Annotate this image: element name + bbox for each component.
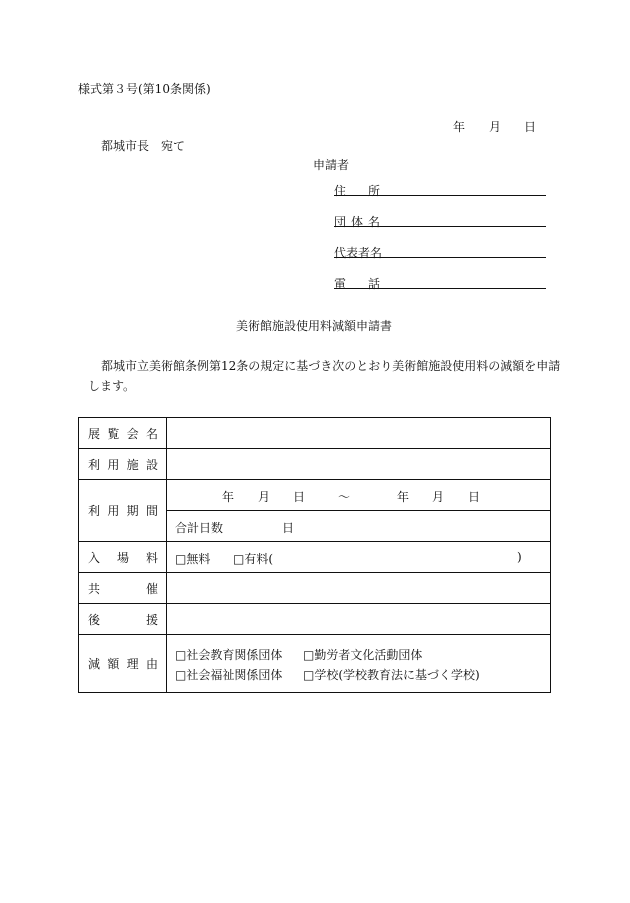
reason-school-checkbox[interactable]: □学校(学校教育法に基づく学校): [303, 667, 480, 682]
label-char: 減: [88, 657, 101, 671]
address-char: 所: [367, 184, 380, 198]
label-reduction-reason: [79, 635, 167, 693]
addressee: 都城市長 宛て: [101, 139, 186, 153]
label-char: 施: [126, 457, 139, 472]
applicant-heading: 申請者: [313, 158, 350, 172]
facility-input[interactable]: [167, 449, 551, 480]
label-char: 利: [88, 504, 101, 518]
org-name-char: 名: [367, 215, 380, 229]
start-month-label: 月: [258, 490, 271, 504]
label-char: 理: [126, 657, 139, 671]
start-day-label: 日: [293, 490, 306, 504]
date-month-label: 月: [489, 120, 502, 134]
fee-paid-close-paren: ): [517, 550, 522, 564]
end-year-label: 年: [397, 490, 410, 504]
representative-underline: [334, 257, 546, 258]
org-name-field[interactable]: [334, 213, 546, 227]
admission-input: [167, 542, 551, 573]
address-underline: [334, 195, 546, 196]
row-reduction-reason: [79, 635, 551, 693]
form-number: 様式第３号(第10条関係): [78, 82, 211, 96]
label-char: 催: [145, 581, 158, 596]
row-admission: [79, 542, 551, 573]
phone-char: 話: [367, 277, 380, 291]
support-input[interactable]: [167, 604, 551, 635]
address-char: 住: [334, 184, 347, 198]
label-period: [79, 480, 167, 542]
row-cosponsor: [79, 573, 551, 604]
total-days-label: 合計日数: [175, 521, 224, 535]
application-table: [78, 417, 551, 693]
date-year-label: 年: [453, 120, 466, 134]
label-char: 展: [88, 426, 101, 441]
exhibition-name-input[interactable]: [167, 418, 551, 449]
reason-labor-culture-checkbox[interactable]: □勤労者文化活動団体: [303, 647, 423, 662]
document-title: 美術館施設使用料減額申請書: [236, 319, 393, 333]
period-dates-input[interactable]: [167, 480, 551, 511]
label-char: 由: [145, 657, 158, 671]
row-period-dates: [79, 480, 551, 511]
label-facility: [79, 449, 167, 480]
start-year-label: 年: [222, 490, 235, 504]
label-char: 援: [145, 612, 158, 627]
reason-social-education-checkbox[interactable]: □社会教育関係団体: [175, 647, 283, 662]
fee-paid-checkbox[interactable]: □有料(: [233, 552, 274, 566]
org-name-underline: [334, 226, 546, 227]
cosponsor-input[interactable]: [167, 573, 551, 604]
org-name-char: 体: [350, 215, 363, 229]
reduction-reason-options: [167, 635, 551, 693]
label-char: 用: [107, 457, 120, 472]
label-char: 名: [145, 426, 158, 441]
label-char: 間: [145, 504, 158, 518]
representative-field[interactable]: [334, 244, 546, 258]
label-exhibition-name: [79, 418, 167, 449]
label-admission: [79, 542, 167, 573]
phone-underline: [334, 288, 546, 289]
label-char: 会: [126, 426, 139, 441]
label-support: [79, 604, 167, 635]
label-char: 場: [116, 550, 129, 565]
label-char: 共: [88, 581, 101, 596]
total-days-unit: 日: [282, 521, 295, 535]
phone-char: 電: [334, 277, 347, 291]
body-text-line1: 都城市立美術館条例第12条の規定に基づき次のとおり美術館施設使用料の減額を申請: [101, 359, 561, 373]
address-field[interactable]: [334, 182, 546, 196]
label-char: 期: [126, 504, 139, 518]
org-name-label: [334, 213, 380, 230]
phone-field[interactable]: [334, 275, 546, 289]
reason-social-welfare-checkbox[interactable]: □社会福祉関係団体: [175, 667, 283, 682]
row-facility: [79, 449, 551, 480]
label-char: 用: [107, 504, 120, 518]
label-char: 入: [88, 550, 101, 565]
fee-free-checkbox[interactable]: □無料: [175, 552, 211, 566]
label-char: 後: [88, 612, 101, 627]
representative-label: 代表者名: [334, 246, 383, 260]
body-text-line2: します。: [88, 379, 136, 393]
end-month-label: 月: [432, 490, 445, 504]
row-exhibition-name: [79, 418, 551, 449]
label-char: 利: [88, 457, 101, 472]
label-char: 額: [107, 657, 120, 671]
row-support: [79, 604, 551, 635]
total-days-input[interactable]: [167, 511, 551, 542]
address-label: [334, 182, 380, 199]
org-name-char: 団: [334, 215, 347, 229]
end-day-label: 日: [468, 490, 481, 504]
label-cosponsor: [79, 573, 167, 604]
phone-label: [334, 275, 380, 292]
label-char: 設: [145, 457, 158, 472]
tilde-separator: ～: [338, 490, 351, 504]
date-day-label: 日: [524, 120, 537, 134]
label-char: 料: [145, 550, 158, 565]
label-char: 覧: [107, 426, 120, 441]
